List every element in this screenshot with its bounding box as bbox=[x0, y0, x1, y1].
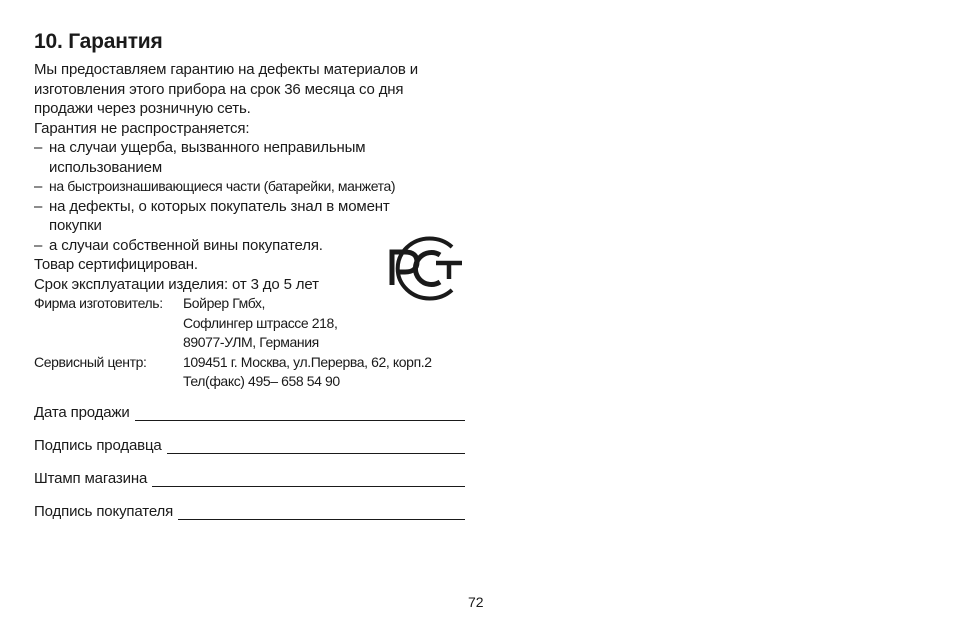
service-center-label: Сервисный центр: bbox=[34, 353, 147, 370]
seller-signature-label: Подпись продавца bbox=[34, 437, 162, 454]
page-number: 72 bbox=[468, 594, 484, 610]
intro-line: изготовления этого прибора на срок 36 месяца со дня bbox=[34, 80, 404, 98]
warranty-section bbox=[34, 30, 474, 392]
seller-signature-line[interactable] bbox=[167, 439, 465, 454]
buyer-signature-label: Подпись покупателя bbox=[34, 503, 174, 520]
dash-bullet: – bbox=[34, 236, 43, 254]
list-item-line: на случаи ущерба, вызванного неправильным bbox=[49, 139, 366, 156]
list-item-line: а случаи собственной вины покупателя. bbox=[49, 236, 323, 254]
manufacturer-label: Фирма изготовитель: bbox=[34, 295, 163, 311]
manufacturer-line: Бойрер Гмбх, bbox=[183, 295, 265, 311]
intro-line: Мы предоставляем гарантию на дефекты материалов и bbox=[34, 61, 418, 78]
dash-bullet: – bbox=[34, 139, 43, 156]
pct-certification-icon bbox=[372, 235, 466, 302]
certified-text: Товар сертифицирован. bbox=[34, 256, 198, 273]
sale-date-line[interactable] bbox=[135, 406, 465, 421]
service-life-text: Срок эксплуатации изделия: от 3 до 5 лет bbox=[34, 275, 319, 293]
store-stamp-field[interactable] bbox=[34, 470, 465, 487]
list-item-line: использованием bbox=[49, 158, 162, 176]
list-item bbox=[34, 197, 474, 236]
buyer-signature-field[interactable] bbox=[34, 503, 465, 520]
store-stamp-line[interactable] bbox=[152, 472, 465, 487]
list-item-line: на дефекты, о которых покупатель знал в момент bbox=[49, 197, 390, 215]
service-center-block bbox=[34, 353, 474, 392]
list-item-line: покупки bbox=[49, 217, 102, 234]
no-warranty-heading: Гарантия не распространяется: bbox=[34, 119, 250, 137]
manufacturer-line: 89077-УЛМ, Германия bbox=[183, 334, 319, 350]
intro-paragraph bbox=[34, 60, 474, 119]
store-stamp-label: Штамп магазина bbox=[34, 470, 148, 487]
list-item-line: на быстроизнашивающиеся части (батарейки, манжета) bbox=[49, 178, 396, 194]
dash-bullet: – bbox=[34, 197, 43, 215]
service-center-line: Тел(факс) 495– 658 54 90 bbox=[183, 373, 340, 389]
manufacturer-block bbox=[34, 294, 474, 392]
buyer-signature-line[interactable] bbox=[178, 505, 465, 520]
sale-date-label: Дата продажи bbox=[34, 404, 130, 421]
seller-signature-field[interactable] bbox=[34, 437, 465, 454]
list-item bbox=[34, 177, 474, 197]
list-item bbox=[34, 138, 474, 177]
dash-bullet: – bbox=[34, 178, 43, 195]
intro-line: продажи через розничную сеть. bbox=[34, 100, 251, 117]
manufacturer-line: Софлингер штрассе 218, bbox=[183, 314, 338, 331]
sale-date-field[interactable] bbox=[34, 404, 465, 421]
service-center-line: 109451 г. Москва, ул.Перерва, 62, корп.2 bbox=[183, 353, 432, 370]
page-title: 10. Гарантия bbox=[34, 30, 163, 53]
